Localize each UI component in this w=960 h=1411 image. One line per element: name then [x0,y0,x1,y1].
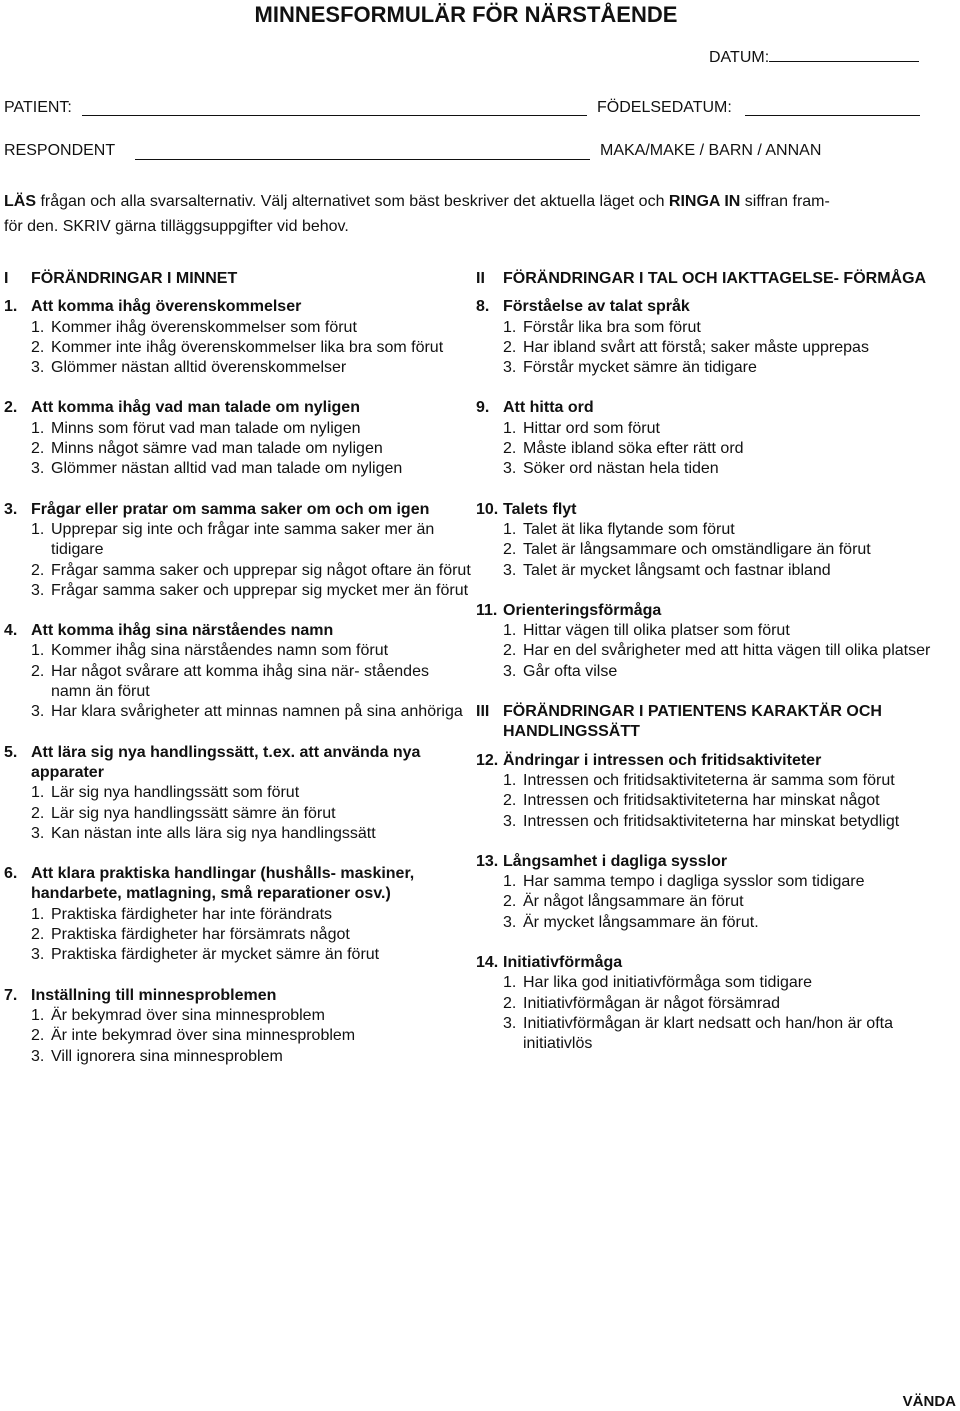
answer-option[interactable] [31,945,472,965]
section-title: FÖRÄNDRINGAR I MINNET [31,270,238,287]
question [4,500,472,601]
question-title: Orienteringsförmåga [503,601,662,619]
date-label: DATUM: [709,49,770,66]
question [476,601,932,682]
option-number: 2. [503,994,517,1012]
question [476,751,932,832]
answer-option[interactable] [31,662,472,703]
answer-option[interactable] [503,419,932,439]
option-number: 2. [503,792,517,810]
option-number: 2. [503,338,517,356]
answer-option[interactable] [503,994,932,1014]
answer-option[interactable] [31,1006,472,1026]
option-text: Har ibland svårt att förstå; saker måste upprepas [523,338,869,356]
question-number: 10. [476,500,499,518]
option-number: 1. [503,419,517,437]
option-text: Kommer ihåg överenskommelser som förut [51,318,357,336]
option-number: 3. [31,1047,45,1065]
option-text: Talet ät lika flytande som förut [523,520,735,538]
option-number: 1. [31,642,45,660]
birthdate-field[interactable] [745,99,920,116]
question-title: Att komma ihåg vad man talade om nyligen [31,399,360,417]
option-number: 2. [31,561,45,579]
option-number: 1. [31,905,45,923]
answer-option[interactable] [503,662,932,682]
option-text: Praktiska färdigheter är mycket sämre än förut [51,946,380,964]
option-number: 1. [31,520,45,538]
respondent-field[interactable] [135,143,590,160]
option-text: Förstår mycket sämre än tidigare [523,359,757,377]
answer-option[interactable] [31,318,472,338]
answer-option[interactable] [503,872,932,892]
option-text: Är något långsammare än förut [523,893,744,911]
answer-option[interactable] [503,621,932,641]
answer-option[interactable] [31,358,472,378]
option-text: Lär sig nya handlingssätt som förut [51,784,300,802]
answer-option[interactable] [31,783,472,803]
question-title: Initiativförmåga [503,954,623,972]
date-field[interactable] [769,45,919,62]
answer-option[interactable] [31,824,472,844]
option-text: Vill ignorera sina minnesproblem [51,1047,283,1065]
section-number: II [476,270,485,287]
option-number: 3. [31,460,45,478]
option-number: 2. [503,440,517,458]
option-number: 3. [31,703,45,721]
question-number: 6. [4,865,18,883]
option-text: Glömmer nästan alltid överenskommelser [51,359,347,377]
question [4,986,472,1067]
birthdate-row [597,98,732,118]
question-number: 5. [4,743,18,761]
option-text: Är mycket långsammare än förut. [523,913,759,931]
answer-option[interactable] [503,641,932,661]
question [4,398,472,479]
patient-row [4,98,72,118]
answer-option[interactable] [503,913,932,933]
question-number: 8. [476,298,490,316]
answer-option[interactable] [31,1047,472,1067]
question-title: Talets flyt [503,500,577,518]
option-number: 2. [503,541,517,559]
question-number: 7. [4,986,18,1004]
answer-option[interactable] [31,561,472,581]
option-text: Frågar samma saker och upprepar sig mycket mer än förut [51,581,469,599]
question-title: Att klara praktiska handlingar (hushålls- maskiner, handarbete, matlagning, små reparationer osv.) [31,865,415,903]
option-text: Intressen och fritidsaktiviteterna har minskat något [523,792,880,810]
option-text: Intressen och fritidsaktiviteterna är samma som förut [523,771,895,789]
question-number: 4. [4,622,18,640]
question-title: Att komma ihåg sina närståendes namn [31,622,334,640]
option-text: Måste ibland söka efter rätt ord [523,440,744,458]
section-title: FÖRÄNDRINGAR I TAL OCH IAKTTAGELSE- FÖRMÅGA [503,270,927,287]
question-number: 14. [476,954,499,972]
option-text: Är inte bekymrad över sina minnesproblem [51,1027,356,1045]
answer-option[interactable] [31,338,472,358]
question-title: Att lära sig nya handlingssätt, t.ex. att använda nya apparater [31,743,421,781]
answer-option[interactable] [503,338,932,358]
question [476,953,932,1054]
answer-option[interactable] [503,812,932,832]
question-number: 12. [476,751,499,769]
option-number: 1. [31,784,45,802]
option-text: Kommer inte ihåg överenskommelser lika bra som förut [51,338,444,356]
answer-option[interactable] [31,804,472,824]
option-number: 2. [503,642,517,660]
option-number: 3. [503,460,517,478]
option-text: Frågar samma saker och upprepar sig något oftare än förut [51,561,471,579]
option-text: Har en del svårigheter med att hitta vägen till olika platser [523,642,931,660]
respondent-row [4,141,115,161]
option-text: Initiativförmågan är klart nedsatt och han/hon är ofta initiativlös [523,1014,893,1053]
respondent-label: RESPONDENT [4,142,116,159]
option-text: Har samma tempo i dagliga sysslor som tidigare [523,873,865,891]
option-text: Talet är långsammare och omständligare än förut [523,541,871,559]
patient-label: PATIENT: [4,99,72,116]
answer-option[interactable] [31,905,472,925]
section-heading [4,269,472,289]
option-text: Söker ord nästan hela tiden [523,460,719,478]
option-number: 3. [503,913,517,931]
option-text: Förstår lika bra som förut [523,318,701,336]
option-number: 3. [503,812,517,830]
question [476,297,932,378]
answer-option[interactable] [503,439,932,459]
question-number: 3. [4,500,18,518]
option-number: 1. [503,318,517,336]
question-title: Långsamhet i dagliga sysslor [503,852,728,870]
option-text: Har klara svårigheter att minnas namnen på sina anhöriga [51,703,463,721]
question [476,500,932,581]
relation-options: MAKA/MAKE / BARN / ANNAN [600,142,822,159]
option-number: 2. [31,1027,45,1045]
answer-option[interactable] [31,439,472,459]
option-text: Är bekymrad över sina minnesproblem [51,1006,325,1024]
option-number: 3. [31,359,45,377]
option-text: Har lika god initiativförmåga som tidigare [523,974,813,992]
option-text: Initiativförmågan är något försämrad [523,994,781,1012]
answer-option[interactable] [31,925,472,945]
option-text: Minns något sämre vad man talade om nyligen [51,440,383,458]
section-heading [476,269,932,289]
answer-option[interactable] [503,358,932,378]
instructions: LÄS frågan och alla svarsalternativ. Välj alternativet som bäst beskriver det aktuella läget och RINGA IN siffran fram- för den. SKRIV gärna tilläggsuppgifter vid behov. [4,193,830,235]
option-number: 2. [31,338,45,356]
question-title: Förståelse av talat språk [503,298,690,316]
question-number: 2. [4,399,18,417]
answer-option[interactable] [31,419,472,439]
answer-option[interactable] [503,520,932,540]
answer-option[interactable] [31,581,472,601]
question-title: Frågar eller pratar om samma saker om och om igen [31,500,430,518]
turn-page-label: VÄNDA [902,1393,956,1410]
option-text: Minns som förut vad man talade om nyligen [51,419,361,437]
answer-option[interactable] [503,973,932,993]
date-row [709,45,919,68]
section-number: I [4,270,9,287]
option-number: 1. [31,1006,45,1024]
option-number: 3. [503,359,517,377]
question [476,852,932,933]
option-text: Kommer ihåg sina närståendes namn som förut [51,642,389,660]
option-text: Lär sig nya handlingssätt sämre än förut [51,804,336,822]
option-number: 1. [503,520,517,538]
option-number: 3. [503,1014,517,1032]
question-title: Ändringar i intressen och fritidsaktiviteter [503,751,822,769]
answer-option[interactable] [31,459,472,479]
question [4,297,472,378]
form-title: MINNESFORMULÄR FÖR NÄRSTÅENDE [254,2,678,27]
option-text: Intressen och fritidsaktiviteterna har minskat betydligt [523,812,900,830]
option-number: 1. [503,974,517,992]
option-number: 1. [503,622,517,640]
answer-option[interactable] [503,459,932,479]
answer-option[interactable] [31,520,472,561]
question [4,864,472,965]
option-number: 3. [503,561,517,579]
answer-option[interactable] [31,641,472,661]
option-text: Hittar ord som förut [523,419,660,437]
question [4,743,472,844]
option-text: Kan nästan inte alls lära sig nya handlingssätt [51,824,376,842]
answer-option[interactable] [503,892,932,912]
option-text: Praktiska färdigheter har försämrats något [51,926,350,944]
option-number: 2. [31,804,45,822]
option-number: 2. [31,662,45,680]
option-text: Hittar vägen till olika platser som förut [523,622,790,640]
question-title: Att hitta ord [503,399,594,417]
answer-option[interactable] [503,1014,932,1055]
question-number: 11. [476,601,498,619]
option-text: Går ofta vilse [523,662,618,680]
question-number: 9. [476,399,490,417]
answer-option[interactable] [503,318,932,338]
answer-option[interactable] [31,1026,472,1046]
option-number: 1. [503,771,517,789]
option-number: 2. [31,926,45,944]
answer-option[interactable] [503,791,932,811]
option-number: 3. [31,824,45,842]
option-number: 2. [503,893,517,911]
option-number: 3. [31,946,45,964]
option-number: 2. [31,440,45,458]
left-column [4,269,472,1087]
option-number: 1. [31,318,45,336]
answer-option[interactable] [31,702,472,722]
answer-option[interactable] [503,540,932,560]
option-text: Praktiska färdigheter har inte förändrats [51,905,333,923]
question-number: 1. [4,298,18,316]
answer-option[interactable] [503,561,932,581]
option-number: 3. [31,581,45,599]
option-number: 3. [503,662,517,680]
question [476,398,932,479]
question-title: Inställning till minnesproblemen [31,986,277,1004]
answer-option[interactable] [503,771,932,791]
option-text: Glömmer nästan alltid vad man talade om nyligen [51,460,403,478]
section-heading [476,702,932,743]
option-text: Talet är mycket långsamt och fastnar ibland [523,561,831,579]
section-title: FÖRÄNDRINGAR I PATIENTENS KARAKTÄR OCH HANDLINGSSÄTT [503,703,882,741]
patient-field[interactable] [82,99,587,116]
birthdate-label: FÖDELSEDATUM: [597,99,732,116]
right-column [476,269,932,1075]
option-number: 1. [503,873,517,891]
option-number: 1. [31,419,45,437]
question-title: Att komma ihåg överenskommelser [31,298,302,316]
option-text: Upprepar sig inte och frågar inte samma saker mer än tidigare [51,520,435,559]
question-number: 13. [476,852,499,870]
section-number: III [476,703,490,721]
option-text: Har något svårare att komma ihåg sina när- ståendes namn än förut [51,662,429,701]
question [4,621,472,722]
